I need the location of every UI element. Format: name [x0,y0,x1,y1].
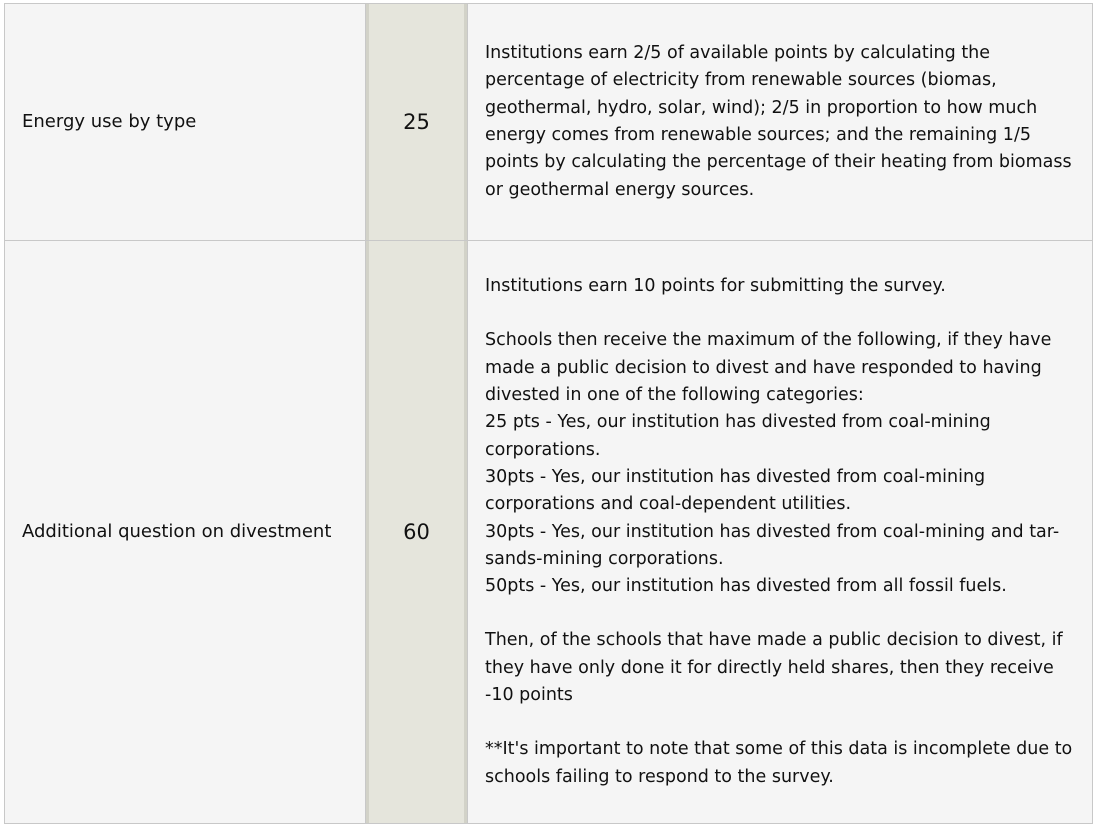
description-max-intro: Schools then receive the maximum of the following, if they have made a public decision to divest and have responded to having divested in one of the following categories: [485,330,1052,406]
description-note: **It's important to note that some of this data is incomplete due to schools failing to respond to the survey. [485,739,1073,787]
points-value: 25 [403,110,430,134]
scoring-table [4,3,1093,824]
divest-option: 25 pts - Yes, our institution has divested from coal-mining corporations. [485,412,991,460]
description-cell [468,4,1093,241]
criterion-label: Additional question on divestment [22,521,332,542]
description-intro: Institutions earn 10 points for submitting the survey. [485,276,946,297]
divest-option: 30pts - Yes, our institution has divested from coal-mining corporations and coal-dependent utilities. [485,466,986,515]
description-penalty: Then, of the schools that have made a public decision to divest, if they have only done it for directly held shares, then they receive -10 points [485,630,1063,705]
criterion-label: Energy use by type [22,111,197,132]
table-row [5,241,1093,824]
divest-option: 30pts - Yes, our institution has divested from coal-mining and tar-sands-mining corporations. [485,521,1060,569]
description-text: Institutions earn 2/5 of available points by calculating the percentage of electricity from renewable sources (biomas, geothermal, hydro, solar, wind); 2/5 in proportion to how much energy comes from renewable sources; and the remaining 1/5 points by calculating the percentage of their heating from biomass or geothermal energy sources. [485,43,1072,200]
criterion-cell [5,241,366,824]
points-cell [366,4,468,241]
description-cell [468,241,1093,824]
points-cell [366,241,468,824]
criterion-cell [5,4,366,241]
table-row [5,4,1093,241]
divest-option: 50pts - Yes, our institution has divested from all fossil fuels. [485,576,1007,597]
points-value: 60 [403,520,430,544]
